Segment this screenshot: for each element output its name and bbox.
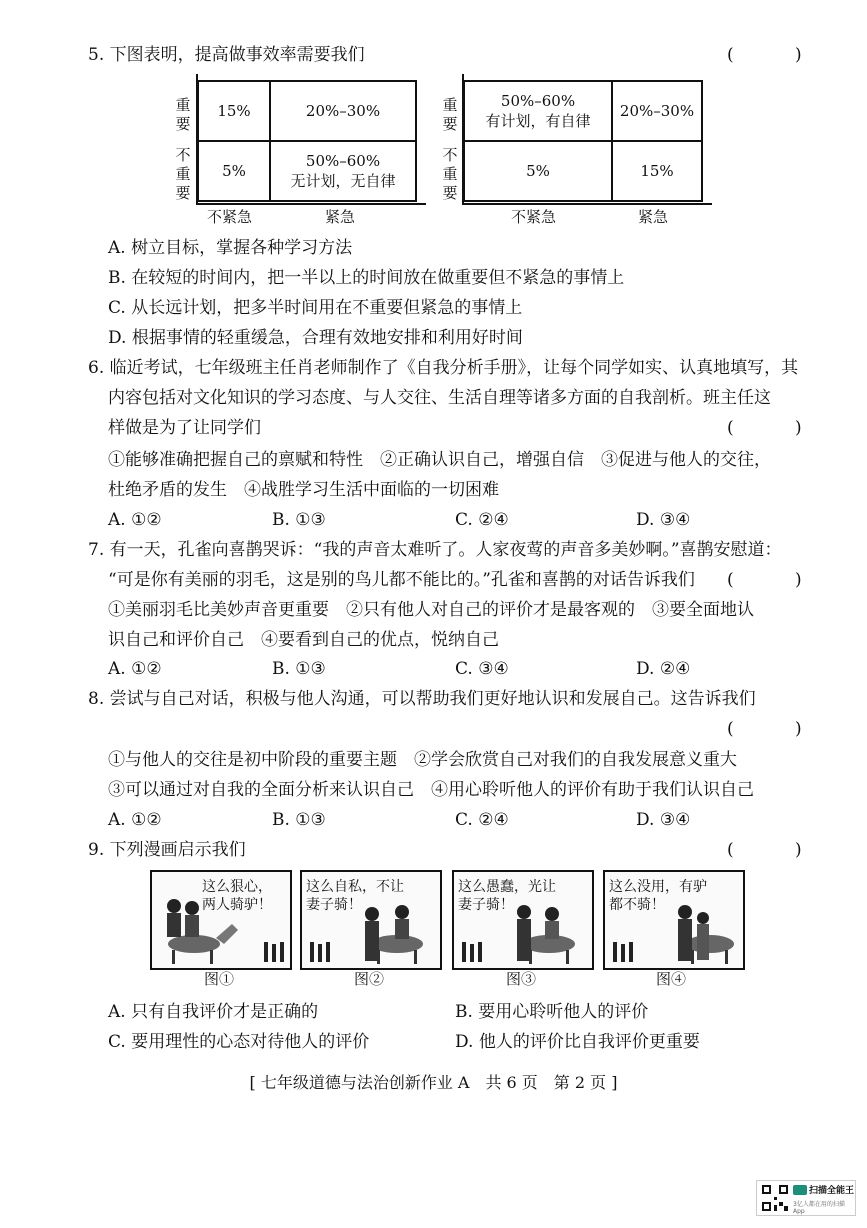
panel-caption: 图②: [354, 970, 385, 988]
q5-stem: 5. 下图表明，提高做事效率需要我们: [88, 45, 365, 65]
panel-caption: 图①: [204, 970, 235, 988]
q6-option-d: D. ③④: [636, 510, 691, 530]
q8-option-a: A. ①②: [108, 810, 162, 830]
x-axis: [462, 203, 712, 205]
q8-item-line: ①与他人的交往是初中阶段的重要主题 ②学会欣赏自己对我们的自我发展意义重大: [108, 750, 737, 770]
cell: 20%–30%: [612, 81, 702, 141]
q6-answer-paren: ( ): [727, 418, 830, 438]
cell: 5%: [198, 141, 270, 201]
panel-caption: 图④: [656, 970, 687, 988]
y-label-important: 重要: [442, 96, 458, 133]
q5-answer-paren: ( ): [727, 45, 830, 65]
donkey-walkers-illustration: [605, 872, 743, 968]
y-label-unimportant: 不重要: [442, 146, 458, 202]
q9-option-a: A. 只有自我评价才是正确的: [108, 1002, 319, 1022]
q5-option-d: D. 根据事情的轻重缓急，合理有效地安排和利用好时间: [108, 328, 523, 348]
speech-text: 这么自私，不让 妻子骑！: [306, 879, 404, 913]
q8-stem-line: 8. 尝试与自己对话，积极与他人沟通，可以帮助我们更好地认识和发展自己。这告诉我们: [88, 689, 756, 709]
q6-stem-line: 内容包括对文化知识的学习态度、与人交往、生活自理等诸多方面的自我剖析。班主任这: [108, 388, 771, 408]
speech-text: 这么狠心， 两人骑驴！: [202, 879, 272, 913]
q7-stem-line: “可是你有美丽的羽毛，这是别的鸟儿都不能比的。”孔雀和喜鹊的对话告诉我们: [108, 570, 695, 590]
q6-option-b: B. ①③: [272, 510, 326, 530]
q6-stem-line: 样做是为了让同学们: [108, 418, 261, 438]
qr-code-icon: [761, 1184, 789, 1212]
q6-option-c: C. ②④: [455, 510, 509, 530]
x-label-not-urgent: 不紧急: [207, 208, 253, 226]
cell: 50%–60% 无计划，无自律: [270, 141, 416, 201]
speech-text: 这么愚蠢，光让 妻子骑！: [458, 879, 556, 913]
cell: 15%: [198, 81, 270, 141]
q8-answer-paren: ( ): [727, 719, 830, 739]
q7-option-b: B. ①③: [272, 659, 326, 679]
q7-option-a: A. ①②: [108, 659, 162, 679]
donkey-rider-illustration: [302, 872, 440, 968]
x-label-urgent: 紧急: [638, 208, 669, 226]
page-footer: [ 七年级道德与法治创新作业 A 共 6 页 第 2 页 ]: [249, 1073, 618, 1092]
q9-stem: 9. 下列漫画启示我们: [88, 840, 246, 860]
y-label-unimportant: 不重要: [175, 146, 191, 202]
q6-option-a: A. ①②: [108, 510, 162, 530]
q9-option-b: B. 要用心聆听他人的评价: [455, 1002, 649, 1022]
comic-panel-1: [150, 870, 292, 970]
q6-item-line: 杜绝矛盾的发生 ④战胜学习生活中面临的一切困难: [108, 480, 499, 500]
badge-subtitle: 3亿人都在用的扫描App: [793, 1201, 845, 1215]
q7-option-d: D. ②④: [636, 659, 691, 679]
q5-right-table: [463, 80, 703, 202]
q5-option-b: B. 在较短的时间内，把一半以上的时间放在做重要但不紧急的事情上: [108, 268, 625, 288]
panel-caption: 图③: [506, 970, 537, 988]
cell: 15%: [612, 141, 702, 201]
q7-item-line: 识自己和评价自己 ④要看到自己的优点，悦纳自己: [108, 630, 499, 650]
x-axis: [196, 203, 426, 205]
scanner-logo-icon: [793, 1185, 807, 1195]
comic-panel-4: [603, 870, 745, 970]
q7-item-line: ①美丽羽毛比美妙声音更重要 ②只有他人对自己的评价才是最客观的 ③要全面地认: [108, 600, 754, 620]
speech-text: 这么没用，有驴 都不骑！: [609, 879, 707, 913]
cell: 50%–60% 有计划，有自律: [464, 81, 612, 141]
badge-title: 扫描全能王: [809, 1186, 855, 1196]
q8-option-b: B. ①③: [272, 810, 326, 830]
comic-panel-3: [452, 870, 594, 970]
q8-option-d: D. ③④: [636, 810, 691, 830]
q8-option-c: C. ②④: [455, 810, 509, 830]
q5-left-table: [197, 80, 417, 202]
x-label-not-urgent: 不紧急: [511, 208, 557, 226]
donkey-rider-illustration: [454, 872, 592, 968]
q7-answer-paren: ( ): [727, 570, 830, 590]
q7-option-c: C. ③④: [455, 659, 509, 679]
x-label-urgent: 紧急: [325, 208, 356, 226]
q7-stem-line: 7. 有一天，孔雀向喜鹊哭诉：“我的声音太难听了。人家夜莺的声音多美妙啊。”喜鹊安慰道：: [88, 540, 782, 560]
q9-option-d: D. 他人的评价比自我评价更重要: [455, 1032, 700, 1052]
donkey-riders-illustration: [152, 872, 290, 968]
q5-option-c: C. 从长远计划，把多半时间用在不重要但紧急的事情上: [108, 298, 523, 318]
cell: 5%: [464, 141, 612, 201]
y-label-important: 重要: [175, 96, 191, 133]
q9-answer-paren: ( ): [727, 840, 830, 860]
scanner-app-badge: [756, 1180, 856, 1216]
cell: 20%–30%: [270, 81, 416, 141]
q9-option-c: C. 要用理性的心态对待他人的评价: [108, 1032, 370, 1052]
comic-panel-2: [300, 870, 442, 970]
q8-item-line: ③可以通过对自我的全面分析来认识自己 ④用心聆听他人的评价有助于我们认识自己: [108, 780, 754, 800]
q6-item-line: ①能够准确把握自己的禀赋和特性 ②正确认识自己，增强自信 ③促进与他人的交往，: [108, 450, 771, 470]
q6-stem-line: 6. 临近考试，七年级班主任肖老师制作了《自我分析手册》，让每个同学如实、认真地填写，其: [88, 358, 799, 378]
q5-option-a: A. 树立目标，掌握各种学习方法: [108, 238, 353, 258]
